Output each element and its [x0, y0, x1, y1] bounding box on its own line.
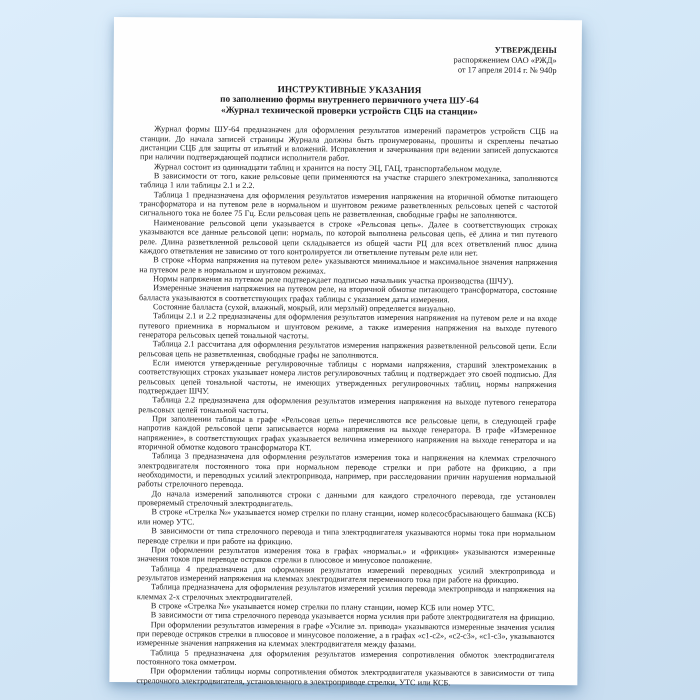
body-paragraph: В зависимости от типа стрелочного перевода и типа электродвигателя указываются нормы тока при нормальном переводе стрелки и при работе на фрикцию. [137, 526, 556, 546]
body-paragraph: Таблицы 2.1 и 2.2 предназначены для оформления результатов измерения напряжения на путевом реле и на входе путевого приемника в нормальном и шунтовом режиме, а также измерения напряжения на выходе путевого генератора рельсовых цепей тональной частоты. [138, 311, 557, 341]
body-paragraph: Таблица 4 предназначена для оформления результатов измерений переводных усилий электропривода и результатов измерений напряжения на клеммах электродвигателя переменного тока при работе на фрикцию. [137, 563, 556, 585]
title-line-2: по заполнению формы внутреннего первичного учета ШУ-64 [220, 94, 479, 107]
body-paragraph: До начала измерений заполняются строки с данными для каждого стрелочного перевода, где установлен проверяемый стрелочный электродвигатель. [137, 489, 556, 509]
body-paragraph: В строке «Стрелка №» указывается номер стрелки по плану станции, номер КСБ или номер УТС. [150, 601, 495, 613]
body-paragraph: В зависимости от типа стрелочного перевода указывается норма усилия при работе электродвигателя на фрикцию. [150, 610, 555, 623]
body-paragraph: В строке «Стрелка №» указывается номер стрелки по плану станции, номер колесосбрасывающего башмака (КСБ) или номер УТС. [137, 507, 556, 527]
body-paragraph: Если имеются утвержденные регулировочные таблицы с нормами напряжения, старший электромеханик в соответствующих строках указывает номера листов регулировочных таблиц и подтверждает это своей подписью. Для рельсовых цепей тональной частоты, не имеющих утвержденных регулировочных таблиц, нормы напряжения подтверждает ШЧУ. [138, 358, 557, 396]
body-paragraph: Таблица 2.1 рассчитана для оформления результатов измерения напряжения разветвленной рельсовой цепи. Если рельсовая цепь не разветвленная, свободные графы не заполняются. [138, 339, 557, 360]
body-paragraph: Нормы напряжения на путевом реле подтверждает подписью начальник участка производства (ШЧУ). [153, 274, 514, 286]
body-paragraph: При оформлении результатов измерения тока в графах «нормальн.» и «фрикция» указываются измеренные значения токов при переводе остряков стрелки в плюсовое и минусовое положение. [137, 545, 556, 566]
body-paragraph: Таблица 5 предназначена для оформления результатов измерения сопротивления обмоток электродвигателя постоянного тока омметром. [136, 647, 555, 667]
body-paragraph: Таблица 1 предназначена для оформления результатов измерения напряжения на вторичной обмотке питающего трансформатора и на путевом реле в нормальном и шунтовом режиме разветвленных рельсовых цепей с частотой сигнального тока не более 75 Гц. Если рельсовая цепь не разветвленная, свободные графы не заполняются. [139, 190, 558, 221]
body-paragraph: При оформлении таблицы нормы сопротивления обмоток электродвигателя указываются в зависимости от типа стрелочного электродвигателя, установленного в электроприводе стрелки, УТС или КСБ. [136, 666, 555, 688]
body-paragraph: Журнал формы ШУ-64 предназначен для оформления результатов измерений параметров устройств СЦБ на станции. До начала записей страницы Журнала должны быть пронумерованы, прошиты и скреплены печатью дистанции СЦБ для защиты от изъятий и вложений. Исправления и зачеркивания при ведении записей допускаются при наличии подтверждающей подписи исполнителя работ. [139, 124, 559, 164]
approval-line-2: распоряжением ОАО «РЖД» [453, 55, 557, 66]
approval-block [141, 43, 557, 77]
body-paragraph: В зависимости от того, какие рельсовые цепи применяются на участке старшего электромеханика, заполняются таблица 1 или таблицы 2.1 и 2.2. [139, 171, 558, 191]
body-paragraph: Таблица предназначена для оформления результатов измерений усилия перевода электропривода и напряжения на клеммах 2-х стрелочных электродвигателей. [136, 582, 556, 602]
body-paragraph: Журнал состоит из одиннадцати таблиц и хранится на посту ЭЦ, ГАЦ, транспортабельном модуле. [153, 162, 502, 174]
title-line-1: ИНСТРУКТИВНЫЕ УКАЗАНИЯ [277, 84, 422, 96]
body-paragraph: Измеренные значения напряжения на путевом реле, на вторичной обмотке питающего трансформатора, состояние балласта указываются в соответствующих графах таблицы с указанием даты измерения. [139, 283, 558, 304]
approval-line-1: УТВЕРЖДЕНЫ [494, 45, 557, 56]
body-paragraph: При заполнении таблицы в графе «Рельсовая цепь» перечисляются все рельсовые цепи, в следующей графе напротив каждой рельсовой цепи записывается норма напряжения на выходе генератора. В графе «Измеренное напряжение», в соответствующих графах указывается величина измеренного напряжения на выходе генератора и на вторичной обмотке кодового трансформатора КТ. [137, 414, 557, 453]
document-body [136, 125, 558, 689]
body-paragraph: Наименование рельсовой цепи указывается в строке «Рельсовая цепь». Далее в соответствующих строках указываются все данные рельсовой цепи: нормаль, по которой выполнена рельсовая цепь, её длина и тип путевого реле. Длина разветвленной рельсовой цепи складывается из общей части РЦ для всех ответвлений плюс длина каждого ответвления не зависимо от того контролируется ли ответвление путевым реле или нет. [139, 218, 558, 258]
body-paragraph: Таблица 2.2 предназначена для оформления результатов измерения напряжения на выходе путевого генератора рельсовых цепей тональной частоты. [138, 395, 557, 415]
document-title [140, 84, 558, 119]
document-page [109, 17, 582, 688]
body-paragraph: Таблица 3 предназначена для оформления результатов измерения тока и напряжения на клеммах стрелочного электродвигателя постоянного тока при нормальном переводе стрелки и при работе на фрикцию, а при необходимости, и переводных усилий электропривода, например, при расследовании причин нарушения нормальной работы стрелочного перевода. [137, 451, 556, 490]
body-paragraph: При оформлении результатов измерения в графе «Усилие эл. привода» указываются измеренные значения усилия при переводе остряков стрелки в плюсовое и минусовое положение, а в графах «с1-с2», «с2-с3», «с1-с3», указываются измеренные значения напряжения на клеммах электродвигателя между фазами. [136, 619, 555, 650]
body-paragraph: В строке «Норма напряжения на путевом реле» указываются минимальное и максимальное значения напряжения на путевом реле в нормальном и шунтовом режимах. [139, 255, 558, 276]
body-paragraph: Состояние балласта (сухой, влажный, мокрый, или мерзлый) определяется визуально. [152, 302, 456, 314]
title-line-3: «Журнал технической проверки устройств СЦБ на станции» [221, 105, 478, 118]
approval-line-3: от 17 апреля 2014 г. № 940р [457, 65, 557, 76]
